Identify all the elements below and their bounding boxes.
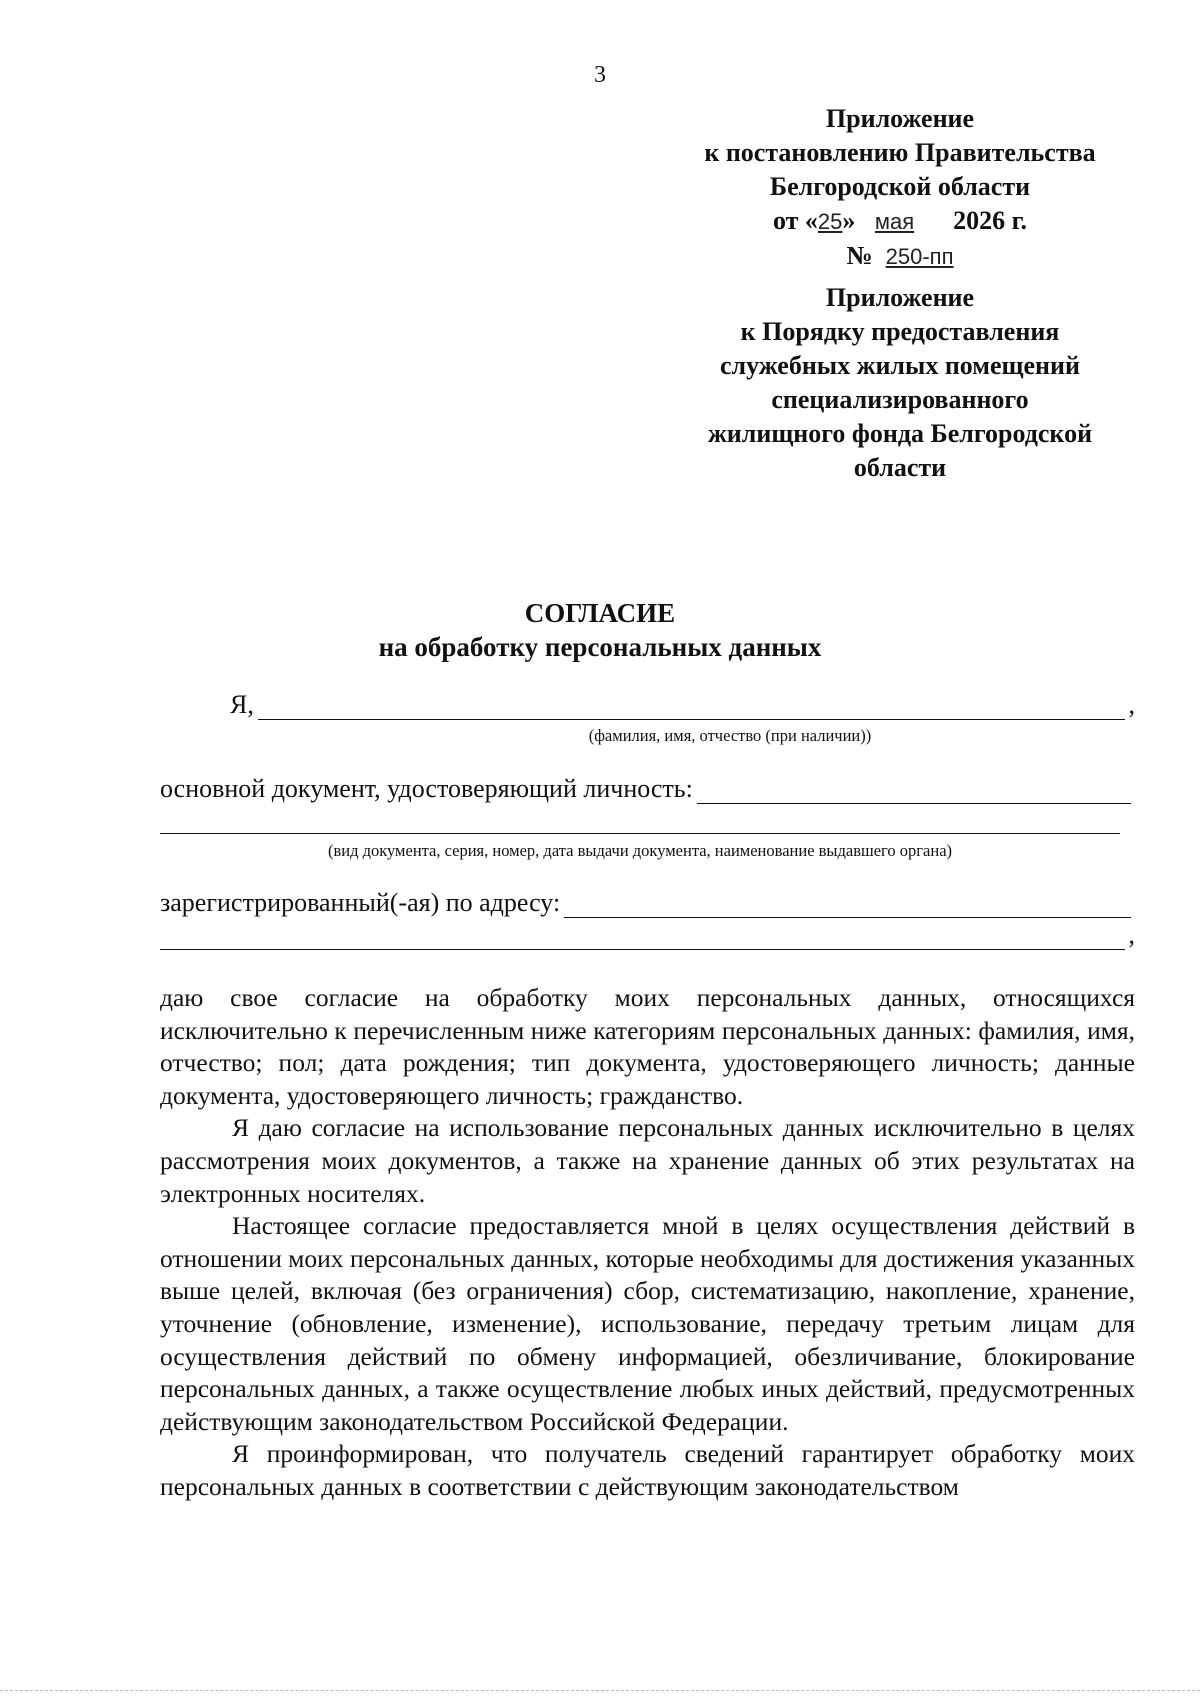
annex2-line: специализированного <box>771 385 1029 414</box>
date-year: 2026 г. <box>953 206 1028 235</box>
date-month: мая <box>874 209 915 234</box>
name-caption: (фамилия, имя, отчество (при наличии)) <box>588 726 872 745</box>
date-day: 25 <box>817 209 843 234</box>
scan-edge-divider <box>0 1690 1200 1691</box>
document-label: основной документ, удостоверяющий личность: <box>160 774 693 803</box>
name-row <box>230 690 1135 720</box>
date-mid: » <box>842 206 856 235</box>
document-field[interactable] <box>697 777 1131 804</box>
consent-body <box>160 982 1135 1504</box>
name-end: , <box>1128 690 1135 719</box>
annex2-line: жилищного фонда Белгородской <box>707 419 1093 448</box>
address-field-line2[interactable] <box>160 923 1125 950</box>
procedure-annex-header <box>620 281 1180 485</box>
address-end: , <box>1128 920 1135 949</box>
annex2-line: к Порядку предоставления <box>740 317 1060 346</box>
identity-document-row <box>160 774 1135 804</box>
date-prefix: от « <box>772 206 818 235</box>
address-label: зарегистрированный(-ая) по адресу: <box>160 888 561 917</box>
annex2-line: Приложение <box>825 283 975 312</box>
title-main: СОГЛАСИЕ <box>524 598 676 628</box>
name-field[interactable] <box>258 693 1125 720</box>
consent-paragraph: Настоящее согласие предоставляется мной в целях осуществления действий в отношении моих персональных данных, которые необходимы для достижения указанных выше целей, включая (без ограничения) сбор, систематизацию, накопление, хранение, уточнение (обновление, изменение), использование, передачу третьим лицам для осуществления действий по обмену информацией, обезличивание, блокирование персональных данных, а также осуществление любых иных действий, предусмотренных действующим законодательством Российской Федерации. <box>160 1211 1135 1436</box>
annex-number <box>620 239 1180 274</box>
annex2-line: области <box>853 453 947 482</box>
annex2-line: служебных жилых помещений <box>719 351 1080 380</box>
consent-paragraph: Я даю согласие на использование персональных данных исключительно в целях рассмотрения моих документов, а также на хранение данных об этих результатах на электронных носителях. <box>160 1113 1135 1208</box>
number-value: 250-пп <box>885 244 954 269</box>
document-field-line2[interactable] <box>160 833 1120 834</box>
government-decree-annex-header <box>620 102 1180 274</box>
address-row-2 <box>160 920 1135 950</box>
document-title <box>0 596 1200 664</box>
annex-title: Приложение <box>825 104 975 133</box>
name-label: Я, <box>230 690 254 719</box>
annex-reference: к постановлению Правительства <box>704 138 1096 167</box>
address-field[interactable] <box>564 891 1131 918</box>
document-caption: (вид документа, серия, номер, дата выдачи документа, наименование выдавшего органа) <box>327 841 953 860</box>
number-prefix: № <box>846 241 873 270</box>
annex-region: Белгородской области <box>769 172 1031 201</box>
title-sub: на обработку персональных данных <box>378 632 822 662</box>
annex-date <box>620 204 1180 239</box>
address-row <box>160 888 1135 918</box>
consent-paragraph: Я проинформирован, что получатель сведений гарантирует обработку моих персональных данных в соответствии с действующим законодательством <box>160 1439 1135 1501</box>
page-number: 3 <box>594 62 606 88</box>
consent-paragraph: даю свое согласие на обработку моих персональных данных, относящихся исключительно к перечисленным ниже категориям персональных данных: фамилия, имя, отчество; пол; дата рождения; тип документа, удостоверяющего личность; данные документа, удостоверяющего личность; гражданство. <box>160 983 1135 1110</box>
